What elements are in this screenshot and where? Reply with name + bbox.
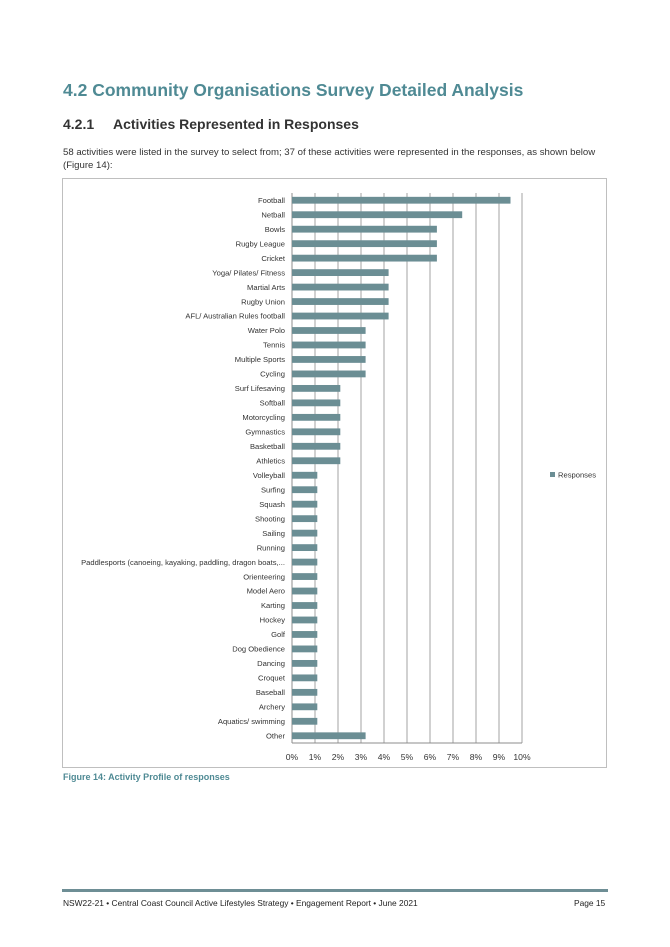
category-label: Cycling (260, 369, 285, 379)
bar (292, 342, 366, 349)
category-label: Paddlesports (canoeing, kayaking, paddling, dragon boats,... (81, 557, 285, 567)
category-label: Athletics (256, 456, 285, 466)
bar (292, 703, 317, 710)
category-label: Volleyball (252, 470, 285, 480)
bar (292, 660, 317, 667)
category-label: Squash (259, 499, 285, 509)
category-label: Gymnastics (245, 427, 285, 437)
bar (292, 732, 366, 739)
activity-bar-chart (63, 179, 608, 769)
x-tick-label: 9% (492, 752, 506, 762)
bar (292, 486, 317, 493)
bar (292, 443, 340, 450)
bar (292, 211, 462, 218)
bar (292, 385, 340, 392)
x-tick-label: 6% (423, 752, 437, 762)
x-tick-label: 0% (285, 752, 299, 762)
bar (292, 631, 317, 638)
bar (292, 472, 317, 479)
category-label: Dancing (257, 659, 285, 669)
bar (292, 544, 317, 551)
bar (292, 718, 317, 725)
bar (292, 255, 437, 262)
footer-text: NSW22-21 • Central Coast Council Active Lifestyles Strategy • Engagement Report • June 2021 (63, 898, 418, 908)
category-label: Aquatics/ swimming (217, 716, 285, 726)
bar (292, 457, 340, 464)
bar (292, 602, 317, 609)
bar (292, 284, 389, 291)
chart-frame (62, 178, 607, 768)
bar (292, 371, 366, 378)
category-label: Football (257, 195, 285, 205)
bar (292, 674, 317, 681)
category-label: Other (266, 731, 285, 741)
category-label: Tennis (263, 340, 285, 350)
category-label: Archery (258, 702, 285, 712)
intro-paragraph: 58 activities were listed in the survey to select from; 37 of these activities were represented in the responses, as shown below (Figure 14): (63, 147, 596, 171)
x-tick-label: 7% (446, 752, 460, 762)
bar (292, 428, 340, 435)
bar (292, 617, 317, 624)
category-label: Softball (259, 398, 285, 408)
category-label: Running (256, 543, 285, 553)
category-label: Shooting (255, 514, 285, 524)
category-label: Yoga/ Pilates/ Fitness (212, 268, 285, 278)
category-label: Surf Lifesaving (234, 384, 285, 394)
category-label: Dog Obedience (232, 644, 285, 654)
page-number: Page 15 (574, 898, 606, 908)
category-label: Baseball (255, 688, 285, 698)
bar (292, 646, 317, 653)
footer-divider (62, 889, 608, 892)
category-label: Sailing (262, 528, 285, 538)
x-tick-label: 3% (354, 752, 368, 762)
bar (292, 573, 317, 580)
bar (292, 356, 366, 363)
bar (292, 414, 340, 421)
category-label: Hockey (259, 615, 285, 625)
category-label: Basketball (249, 441, 285, 451)
x-tick-label: 5% (400, 752, 414, 762)
category-label: AFL/ Australian Rules football (185, 311, 285, 321)
bar (292, 240, 437, 247)
category-label: Netball (261, 210, 285, 220)
category-label: Motorcycling (242, 413, 285, 423)
subsection-title: Activities Represented in Responses (113, 116, 359, 132)
category-label: Rugby League (235, 239, 285, 249)
bar (292, 269, 389, 276)
bar (292, 515, 317, 522)
bar (292, 530, 317, 537)
figure-caption: Figure 14: Activity Profile of responses (63, 772, 230, 782)
category-label: Croquet (257, 673, 285, 683)
category-label: Karting (260, 601, 285, 611)
x-tick-label: 10% (513, 752, 531, 762)
bar (292, 313, 389, 320)
category-label: Water Polo (247, 326, 285, 336)
category-label: Golf (271, 630, 285, 640)
bar (292, 588, 317, 595)
category-label: Martial Arts (247, 282, 285, 292)
bar (292, 559, 317, 566)
bar (292, 298, 389, 305)
legend-swatch (550, 472, 555, 477)
category-label: Orienteering (243, 572, 285, 582)
bar (292, 501, 317, 508)
bar (292, 327, 366, 334)
x-tick-label: 8% (469, 752, 483, 762)
x-tick-label: 4% (377, 752, 391, 762)
subsection-number: 4.2.1 (63, 116, 95, 132)
legend-label: Responses (558, 470, 596, 480)
bar (292, 689, 317, 696)
x-tick-label: 1% (308, 752, 322, 762)
category-label: Rugby Union (241, 297, 285, 307)
bar (292, 197, 511, 204)
x-tick-label: 2% (331, 752, 345, 762)
category-label: Bowls (264, 224, 285, 234)
category-label: Multiple Sports (234, 355, 285, 365)
bar (292, 226, 437, 233)
subsection-heading (63, 116, 359, 132)
category-label: Cricket (261, 253, 285, 263)
category-label: Surfing (260, 485, 285, 495)
category-label: Model Aero (246, 586, 285, 596)
bar (292, 399, 340, 406)
section-heading: 4.2 Community Organisations Survey Detailed Analysis (63, 80, 524, 100)
